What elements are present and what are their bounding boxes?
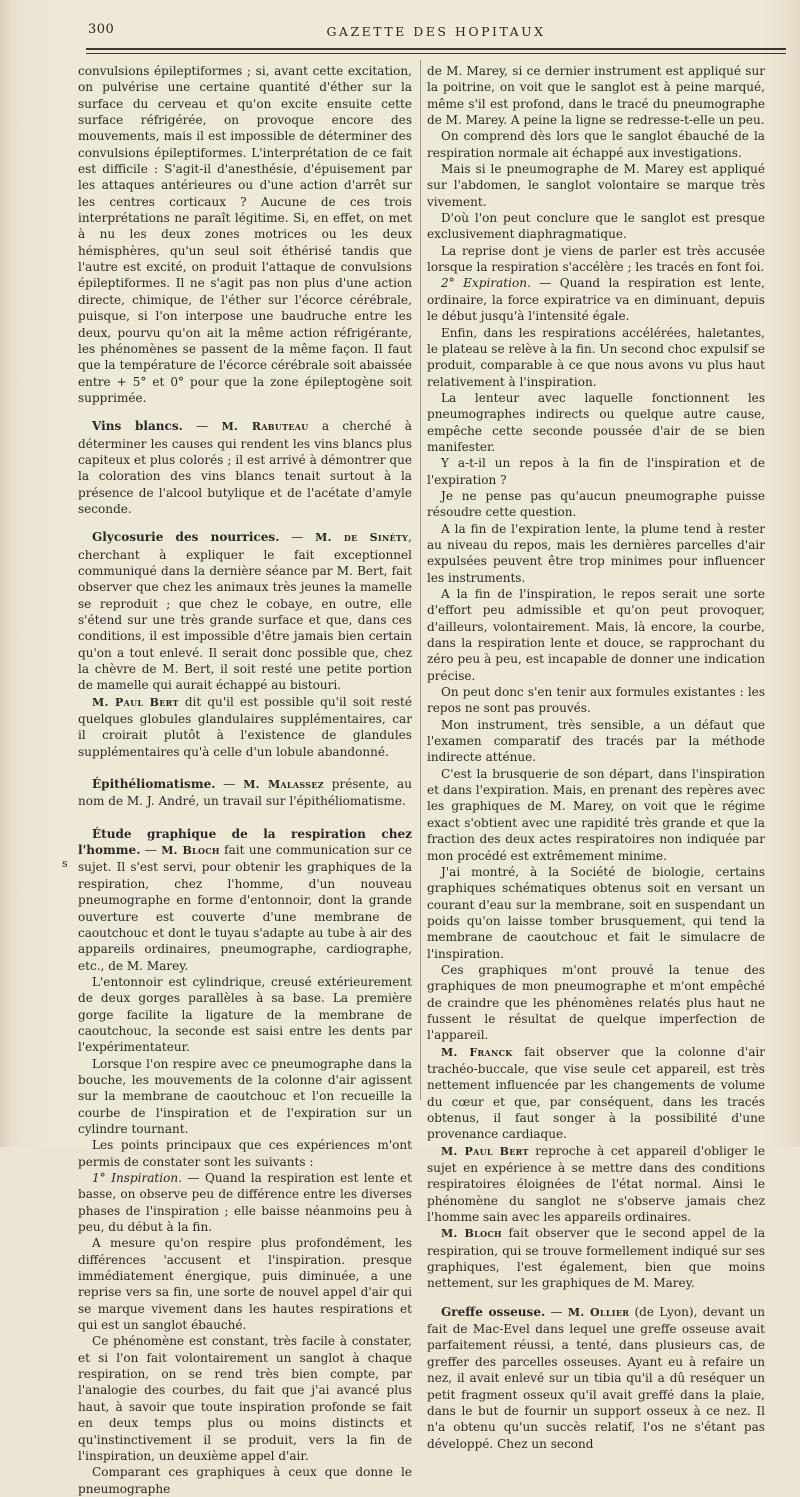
author-name: M. Rabuteau [221,420,309,434]
paragraph: Mais si le pneumographe de M. Marey est appliqué sur l'abdomen, le sanglot volontaire se marque très vivement. [427,162,765,209]
dash: — [545,1304,568,1319]
dash: — [215,777,244,792]
section-text: (de Lyon), devant un fait de Mac-Evel dans lequel une greffe osseuse avait parfaitement réussi, a tenté, dans plusieurs cas, de greffer des parcelles osseuses. Ayant eu à refaire un nez, il avait enlevé sur un tibia qu'il a dû reséquer un petit fragment osseux qu'il avait greffé dans la plaie, dans le but de fournir un support osseux à ce nez. Il n'a obtenu qu'un succès relatif, l'os ne s'étant pas développé. Chez un second [427,1304,765,1451]
author-name: M. Ollier [567,1305,630,1319]
section-glycosurie [78,529,412,693]
right-column [427,63,765,1452]
section-vins-blancs [78,418,412,517]
section-greffe-osseuse [427,1304,765,1452]
author-name: M. Bloch [441,1227,502,1241]
section-title: Épithéliomatisme. [92,777,216,792]
journal-title: GAZETTE DES HOPITAUX [326,24,546,39]
column-divider [420,60,421,1100]
paragraph: On peut donc s'en tenir aux formules existantes : les repos ne sont pas prouvés. [427,685,765,716]
subsection-label: 1° Inspiration. [92,1171,182,1185]
dash: — [182,419,222,434]
paragraph-expiration [427,275,765,324]
paragraph-text: — Quand la respiration est lente et basse, on observe peu de différence entre les diverses phases de l'inspiration ; elle baisse néanmoins peu à peu, du début à la fin. [78,1171,412,1235]
subsection-label: 2° Expiration. [441,276,531,291]
section-etude-graphique [78,826,412,974]
section-text: a cherché à déterminer les causes qui rendent les vins blancs plus capiteux et plus colorés ; il est arrivé à démontrer que la coloration des vins blancs tenait surtout à la présence de l'alcool butylique et de l'acétate d'amyle seconde. [78,419,412,516]
section-text: , cherchant à expliquer le fait exceptionnel communiqué dans la dernière séance par M. Bert, fait observer que chez les animaux très jeunes la mamelle se reproduit ; que chez le cobaye, en outre, elle s'étend sur une très grande surface et que, dans ces conditions, il est impossible d'être jamais bien certain qu'on a tout enlevé. Il serait donc possible que, chez la chèvre de M. Bert, il soit resté une petite portion de mamelle qui aurait échappé au bistouri. [78,530,412,693]
paragraph-comparant: Comparant ces graphiques à ceux que donne le pneumographe [78,1465,412,1496]
paragraph-bert-reply [78,694,412,760]
section-epitheliomatisme [78,776,412,810]
paragraph: Ces graphiques m'ont prouvé la tenue des graphiques de mon pneumographe et m'ont empêché de craindre que les phénomènes relatés plus haut ne fussent le résultat de quelque imperfection de l'appareil. [427,962,765,1043]
author-name: M. Franck [441,1045,513,1059]
paragraph: C'est la brusquerie de son départ, dans l'inspiration et dans l'expiration. Mais, en prenant des repères avec les graphiques de M. Marey, on voit que le régime exact s'obtient avec une rapidité très grande et que la fraction des deux actes respiratoires non indiquée par mon procédé est extrêmement minime. [427,766,765,863]
header-rule-thick [86,48,786,50]
page-number: 300 [88,22,115,37]
paragraph-inspiration [78,1170,412,1235]
section-title: Greffe osseuse. [441,1304,546,1319]
paragraph: Y a-t-il un repos à la fin de l'inspiration et de l'expiration ? [427,456,765,487]
paragraph-entonnoir: L'entonnoir est cylindrique, creusé extérieurement de deux gorges parallèles à sa base. La première gorge facilite la ligature de la membrane de caoutchouc, la seconde est saisi entre les dents par l'expérimentateur. [78,974,412,1055]
paragraph: Enfin, dans les respirations accélérées, haletantes, le plateau se relève à la fin. Un second choc expulsif se produit, comparable à ce que nous avons vu plus haut relativement à l'inspiration. [427,325,765,389]
paragraph-convulsions: convulsions épileptiformes ; si, avant cette excitation, on pulvérise une certaine quantité d'éther sur la surface du cerveau et qu'on excite ensuite cette surface réfrigérée, on provoque encore des mouvements, mais il est impossible de déterminer des convulsions épileptiformes. L'interprétation de ce fait est difficile : S'agit-il d'anesthésie, d'épuisement par les attaques antérieures ou d'une action d'arrêt sur les centres corticaux ? Aucune de ces trois interprétations ne paraît légitime. Si, en effet, on met à nu les deux zones motrices ou les deux hémisphères, qu'un seul soit éthérisé tandis que l'autre est excité, on produit l'attaque de convulsions épileptiformes. Il ne s'agit pas non plus d'une action directe, chimique, de l'éther sur l'écorce cérébrale, puisque, si l'on interpose une baudruche entre les deux, pourvu qu'on ait la même action réfrigérante, les phénomènes se passent de la même façon. Il faut que la température de l'écorce cérébrale soit abaissée entre + 5° et 0° pour que la zone épileptogène soit supprimée. [78,64,412,405]
author-name: M. Bloch [161,844,220,858]
margin-mark: s [62,857,68,870]
paragraph: Je ne pense pas qu'aucun pneumographe puisse résoudre cette question. [427,488,765,520]
paragraph-marey: de M. Marey, si ce dernier instrument est appliqué sur la poitrine, on voit que le sanglot est à peine marqué, même s'il est profond, dans le tracé du pneumographe de M. Marey. A peine la ligne se redresse-t-elle un peu. [427,64,765,128]
paragraph-bloch [427,1225,765,1291]
author-name: M. Paul Bert [92,695,179,709]
paragraph: A la fin de l'inspiration, le repos serait une sorte d'effort peu admissible et qu'on peut provoquer, d'ailleurs, volontairement. Mais, là encore, la courbe, dans la respiration lente et douce, se rapprochant du zéro peu à peu, est incapable de donner une indication précise. [427,587,765,683]
section-title: Glycosurie des nourrices. [92,530,280,545]
header-rule-thin [86,53,786,54]
section-title: Vins blancs. [92,419,183,434]
paragraph-bert [427,1143,765,1226]
paragraph: A la fin de l'expiration lente, la plume tend à rester au niveau du repos, mais les dernières parcelles d'air expulsées peuvent être trop minimes pour influencer les instruments. [427,521,765,585]
author-name: M. de Sinéty [315,531,409,545]
paragraph-text: dit qu'il est possible qu'il soit resté quelques globules glandulaires supplémentaires, car il croirait plutôt à l'existence de glandules supplémentaires qu'à celle d'un lobule abandonné. [78,694,413,759]
section-text: fait une communication sur ce sujet. Il s'est servi, pour obtenir les graphiques de la respiration, chez l'homme, d'un nouveau pneumographe en forme d'entonnoir, dont la grande ouverture est couverte d'une membrane de caoutchouc et dont le tuyau s'adapte au tube à air des appareils ordinaires, pneumographe, cardiographe, etc., de M. Marey. [78,843,412,973]
paragraph-franck [427,1044,765,1143]
paragraph: D'où l'on peut conclure que le sanglot est presque exclusivement diaphragmatique. [427,211,765,242]
paragraph-lorsque: Lorsque l'on respire avec ce pneumographe dans la bouche, les mouvements de la colonne d'air agissent sur la membrane de caoutchouc et l'on recueille la courbe de l'inspiration et de l'expiration sur un cylindre tournant. [78,1056,412,1136]
dash: — [279,530,316,545]
paragraph-text: — Quand la respiration est lente, ordinaire, la force expiratrice va en diminuant, depuis le début jusqu'à l'intensité égale. [427,276,765,324]
section-title: Étude graphique de la respiration chez l'homme. [78,826,412,858]
author-name: M. Paul Bert [441,1144,529,1158]
author-name: M. Malassez [243,778,324,792]
paragraph-phenomene: Ce phénomène est constant, très facile à constater, et si l'on fait volontairement un sanglot à chaque respiration, on se rend très bien compte, par l'analogie des courbes, du fait que j'ai avancé plus haut, à savoir que toute inspiration profonde se fait en deux temps plus ou moins distincts et qu'instinctivement il se produit, vers la fin de l'inspiration, un deuxième appel d'air. [78,1334,412,1463]
paragraph-text: reproche à cet appareil d'obliger le sujet en expérience à se mettre dans des conditions respiratoires éloignées de l'état normal. Ainsi le phénomène du sanglot ne s'observe jamais chez l'homme sain avec les appareils ordinaires. [427,1143,766,1225]
paragraph-text: fait observer que le second appel de la respiration, qui se trouve formellement indiqué sur ses graphiques, l'est également, bien que moins nettement, sur les graphiques de M. Marey. [427,1226,765,1291]
page-header [86,22,786,44]
paragraph-mesure: A mesure qu'on respire plus profondément, les différences 'accusent et l'inspiration. presque immédiatement énergique, puis diminuée, a une reprise vers sa fin, une sorte de nouvel appel d'air qui se marque vivement dans les hautes respirations et qui est un sanglot ébauché. [78,1236,412,1333]
section-text: présente, au nom de M. J. André, un travail sur l'épithéliomatisme. [78,777,412,809]
dash: — [140,843,162,858]
paragraph: Mon instrument, très sensible, a un défaut que l'examen comparatif des tracés par la méthode indirecte atténue. [427,717,765,765]
paragraph: La lenteur avec laquelle fonctionnent les pneumographes indirects ou quelque autre cause, empêche cette seconde poussée d'air de se bien manifester. [427,390,765,454]
paragraph: La reprise dont je viens de parler est très accusée lorsque la respiration s'accélère ; les tracés en font foi. [427,243,765,275]
paragraph-text: fait observer que la colonne d'air trachéo-buccale, que vise seule cet appareil, est très nettement influencée par les changements de volume du cœur et que, par conséquent, dans les tracés obtenus, il faut songer à la possibilité d'une provenance cardiaque. [427,1044,765,1142]
left-column [78,63,412,1497]
paragraph: J'ai montré, à la Société de biologie, certains graphiques schématiques obtenus soit en versant un courant d'eau sur la membrane, soit en suspendant un poids qu'on laisse tomber brusquement, qui tend la membrane de caoutchouc et fait le simulacre de l'inspiration. [427,864,765,961]
paragraph: On comprend dès lors que le sanglot ébauché de la respiration normale ait échappé aux investigations. [427,129,765,160]
paragraph-points: Les points principaux que ces expériences m'ont permis de constater sont les suivants : [78,1138,412,1169]
